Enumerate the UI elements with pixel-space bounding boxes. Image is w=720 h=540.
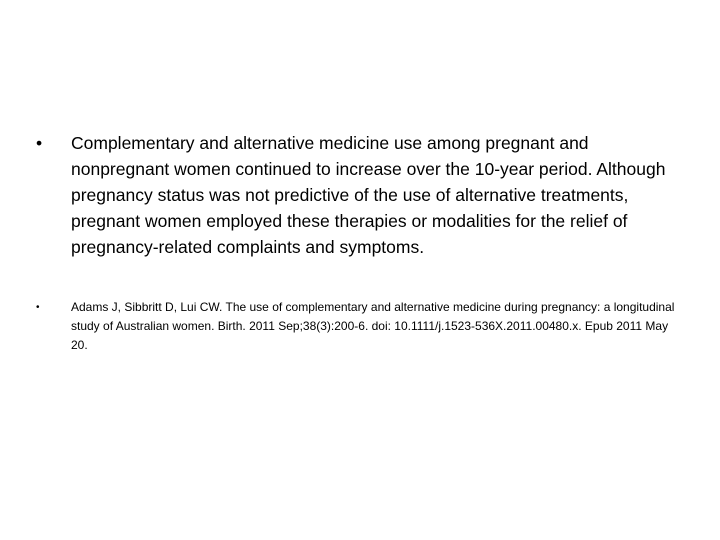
citation-bullet [36,298,686,355]
bullet-list [36,130,686,355]
summary-bullet [36,130,686,260]
bullet-marker: • [36,302,40,313]
summary-text: Complementary and alternative medicine use among pregnant and nonpregnant women continued to increase over the 10-year period. Although pregnancy status was not predictive of the use of alternative treatments, pregnant women employed these therapies or modalities for the relief of pregnancy-related complaints and symptoms. [71,133,666,257]
bullet-marker: • [36,133,43,153]
citation-text: Adams J, Sibbritt D, Lui CW. The use of complementary and alternative medicine during pregnancy: a longitudinal study of Australian women. Birth. 2011 Sep;38(3):200-6. doi: 10.1111/j.1523-536X.2011.00480.x. Epub 2011 May 20. [71,300,675,352]
